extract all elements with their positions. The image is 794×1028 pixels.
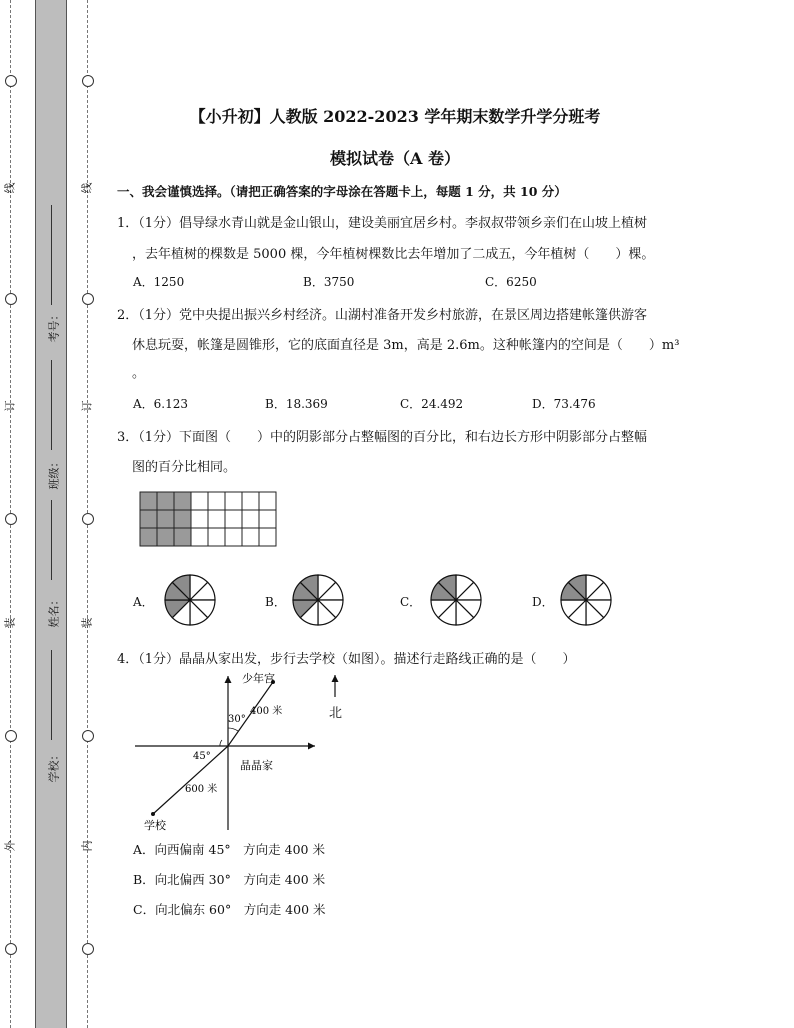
inner-mark-zhuang: 装: [80, 617, 94, 629]
grid-cell: [191, 510, 208, 528]
q2-line2: 休息玩耍，帐篷是圆锥形，它的底面直径是 3m，高是 2.6m。这种帐篷内的空间是（ ）m³: [132, 338, 680, 353]
q1-line1: 1．（1分）倡导绿水青山就是金山银山，建设美丽宜居乡村。李叔叔带领乡亲们在山坡上植树: [117, 216, 648, 231]
school-line: [51, 650, 52, 740]
grid-cell-shaded: [157, 528, 174, 546]
outer-mark-xian: 线: [3, 182, 17, 194]
grid-cell: [242, 528, 259, 546]
page-title: 【小升初】人教版 2022-2023 学年期末数学升学分班考: [189, 107, 601, 126]
grid-cell-shaded: [140, 510, 157, 528]
q4-map-figure: [130, 668, 360, 834]
q2-line3: 。: [132, 366, 146, 381]
q3-line1: 3．（1分）下面图（ ）中的阴影部分占整幅图的百分比，和右边长方形中阴影部分占整幅: [117, 430, 648, 445]
grid-cell: [259, 510, 276, 528]
angle30-label: 30°: [228, 714, 246, 725]
q2-option-d[interactable]: D．73.476: [532, 397, 596, 411]
q4-option-b[interactable]: B．向北偏西 30° 方向走 400 米: [133, 872, 326, 887]
outer-mark-zhuang: 装: [3, 617, 17, 629]
grid-cell-shaded: [140, 492, 157, 510]
grid-cell: [242, 510, 259, 528]
grid-cell: [191, 528, 208, 546]
hole-circle: [5, 513, 17, 525]
q3-option-c[interactable]: C．: [400, 595, 422, 609]
exam-number-label: 考号：: [47, 309, 61, 343]
north-label: 北: [329, 706, 343, 721]
grid-cell-shaded: [157, 492, 174, 510]
school-label: 学校: [144, 819, 166, 832]
hole-circle: [82, 513, 94, 525]
grid-cell: [259, 492, 276, 510]
hole-circle: [82, 293, 94, 305]
q1-option-c[interactable]: C．6250: [485, 275, 537, 289]
q3-option-a[interactable]: A．: [133, 595, 154, 609]
class-line: [51, 360, 52, 450]
q3-option-d[interactable]: D．: [532, 595, 554, 609]
name-line: [51, 500, 52, 580]
q2-option-c[interactable]: C．24.492: [400, 397, 464, 411]
grid-cell-shaded: [174, 510, 191, 528]
dist600-label: 600 米: [185, 784, 218, 795]
q3-option-b[interactable]: B．: [265, 595, 286, 609]
pie-a: [162, 572, 218, 628]
section-heading: 一、我会谨慎选择。（请把正确答案的字母涂在答题卡上，每题 1 分，共 10 分）: [117, 184, 567, 199]
q1-line2: ，去年植树的棵数是 5000 棵，今年植树棵数比去年增加了二成五，今年植树（ ）棵。: [132, 247, 655, 262]
name-label: 姓名：: [47, 594, 61, 628]
exam-number-line: [51, 205, 52, 305]
class-label: 班级：: [47, 456, 61, 490]
grid-cell: [225, 528, 242, 546]
north-arrow: [328, 672, 348, 698]
school-dot: [151, 812, 155, 816]
hole-circle: [5, 293, 17, 305]
grid-cell-shaded: [157, 510, 174, 528]
q2-line1: 2．（1分）党中央提出振兴乡村经济。山湖村准备开发乡村旅游，在景区周边搭建帐篷供游客: [117, 308, 648, 323]
hole-circle: [5, 75, 17, 87]
grid-cell: [225, 510, 242, 528]
path-to-school: [153, 746, 228, 814]
inner-mark-ding: 订: [80, 400, 94, 412]
q4-line1: 4．（1分）晶晶从家出发，步行去学校（如图）。描述行走路线正确的是（ ）: [117, 652, 576, 667]
grid-cell: [208, 528, 225, 546]
page-subtitle: 模拟试卷（A 卷）: [330, 149, 460, 168]
hole-circle: [82, 943, 94, 955]
inner-mark-nei: 内: [80, 840, 94, 852]
grid-cell: [191, 492, 208, 510]
grid-cell-shaded: [140, 528, 157, 546]
q4-option-a[interactable]: A．向西偏南 45° 方向走 400 米: [133, 842, 325, 857]
q4-option-c[interactable]: C．向北偏东 60° 方向走 400 米: [133, 902, 326, 917]
q2-option-b[interactable]: B．18.369: [265, 397, 328, 411]
hole-circle: [82, 75, 94, 87]
angle-arc-30: [228, 728, 238, 731]
grid-cell: [259, 528, 276, 546]
pie-b: [290, 572, 346, 628]
q3-grid-figure: [138, 490, 278, 548]
q3-line2: 图的百分比相同。: [132, 460, 237, 475]
grid-cell: [208, 492, 225, 510]
hole-circle: [5, 943, 17, 955]
grid-cell-shaded: [174, 528, 191, 546]
inner-mark-xian: 线: [80, 182, 94, 194]
pie-c: [428, 572, 484, 628]
home-label: 晶晶家: [240, 759, 273, 772]
grid-cell: [242, 492, 259, 510]
grid-cell: [208, 510, 225, 528]
school-label: 学校：: [47, 749, 61, 783]
q1-option-a[interactable]: A．1250: [133, 275, 185, 289]
grid-cell: [225, 492, 242, 510]
grid-cell-shaded: [174, 492, 191, 510]
outer-mark-wai: 外: [3, 840, 17, 852]
angle-arc-45: [220, 740, 222, 746]
dist400-label: 400 米: [250, 706, 283, 717]
hole-circle: [82, 730, 94, 742]
outer-mark-ding: 订: [3, 400, 17, 412]
q2-option-a[interactable]: A．6.123: [133, 397, 189, 411]
palace-label: 少年宫: [242, 672, 275, 685]
angle45-label: 45°: [193, 751, 211, 762]
q1-option-b[interactable]: B．3750: [303, 275, 355, 289]
pie-d: [558, 572, 614, 628]
hole-circle: [5, 730, 17, 742]
